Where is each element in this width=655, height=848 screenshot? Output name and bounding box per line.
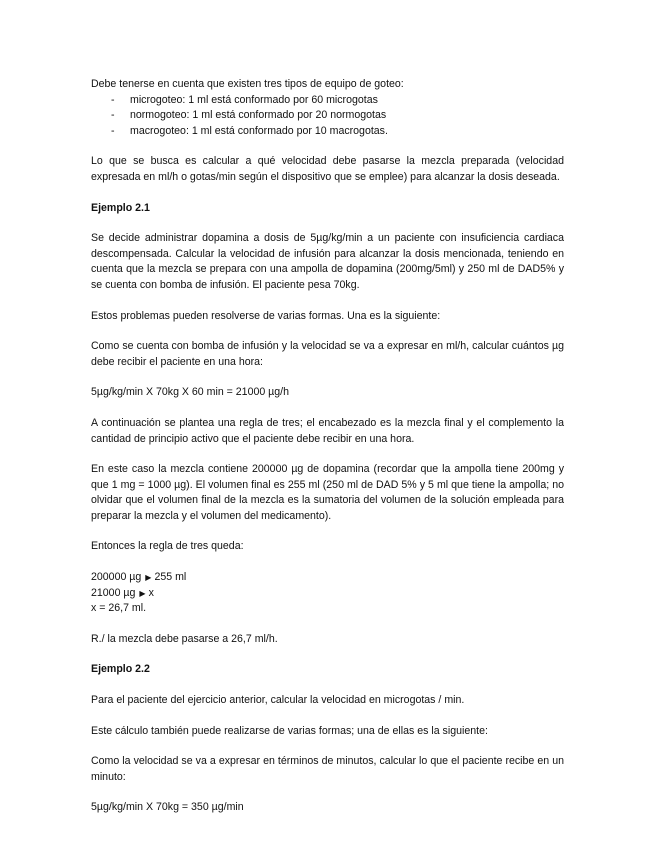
example-2-1-formula: 5µg/kg/min X 70kg X 60 min = 21000 µg/h [91,386,290,399]
list-item: - normogoteo: 1 ml está conformado por 20 normogotas [91,108,564,124]
example-2-2-heading: Ejemplo 2.2 [91,663,150,676]
example-2-1-problem: Se decide administrar dopamina a dosis de 5µg/kg/min a un paciente con insuficiencia cardiaca descompensada. Calcular la velocidad de infusión para alcanzar la dosis mencionada, teniendo en cuenta que la mezcla se prepara con una ampolla de dopamina (200mg/5ml) y 250 ml de DAD5% y se cuenta con bomba de infusión. El paciente pesa 70kg. [91,232,564,291]
goal-paragraph: Lo que se busca es calcular a qué velocidad debe pasarse la mezcla preparada (velocidad expresada en ml/h o gotas/min según el dispositivo que se emplee) para alcanzar la dosis deseada. [91,155,564,183]
example-2-1-heading: Ejemplo 2.1 [91,201,150,214]
rule-row [91,586,564,602]
drip-types-intro: Debe tenerse en cuenta que existen tres tipos de equipo de goteo: [91,78,404,90]
rule-row [91,570,564,586]
arrow-right-icon: ▶ [139,588,146,598]
example-2-1-step: Como se cuenta con bomba de infusión y la velocidad se va a expresar en ml/h, calcular cuántos µg debe recibir el paciente en una hora: [91,340,564,368]
rule-row-left: 200000 µg [91,571,142,584]
drip-types-list [91,93,564,140]
list-item: - macrogoteo: 1 ml está conformado por 10 macrogotas. [91,124,564,140]
example-2-2-problem: Para el paciente del ejercicio anterior, calcular la velocidad en microgotas / min. [91,694,465,707]
rule-of-three-block [91,570,564,617]
arrow-right-icon: ▶ [145,573,152,583]
rule-row-left: 21000 µg [91,586,136,599]
rule-of-three-intro: A continuación se plantea una regla de tres; el encabezado es la mezcla final y el complemento la cantidad de principio activo que el paciente debe recibir en una hora. [91,416,564,445]
rule-of-three-label: Entonces la regla de tres queda: [91,540,244,553]
rule-row-right: 255 ml [154,571,187,584]
rule-row-right: x [148,586,154,599]
example-2-2-formula: 5µg/kg/min X 70kg = 350 µg/min [91,801,244,814]
rule-result: x = 26,7 ml. [91,602,147,615]
mixture-note: En este caso la mezcla contiene 200000 µg de dopamina (recordar que la ampolla tiene 200mg y que 1 mg = 1000 µg). El volumen final es 255 ml (250 ml de DAD 5% y 5 ml que tiene la ampolla; no olvidar que el volumen final de la mezcla es la sumatoria del volumen de la solución empleada para preparar la mezcla y el volumen del medicamento). [91,463,564,522]
list-item: - microgoteo: 1 ml está conformado por 60 microgotas [91,93,564,109]
example-2-1-answer: R./ la mezcla debe pasarse a 26,7 ml/h. [91,632,278,645]
example-2-2-methods: Este cálculo también puede realizarse de varias formas; una de ellas es la siguiente: [91,724,488,737]
example-2-2-step: Como la velocidad se va a expresar en términos de minutos, calcular lo que el paciente recibe en un minuto: [91,755,564,783]
example-2-1-methods: Estos problemas pueden resolverse de varias formas. Una es la siguiente: [91,309,441,322]
